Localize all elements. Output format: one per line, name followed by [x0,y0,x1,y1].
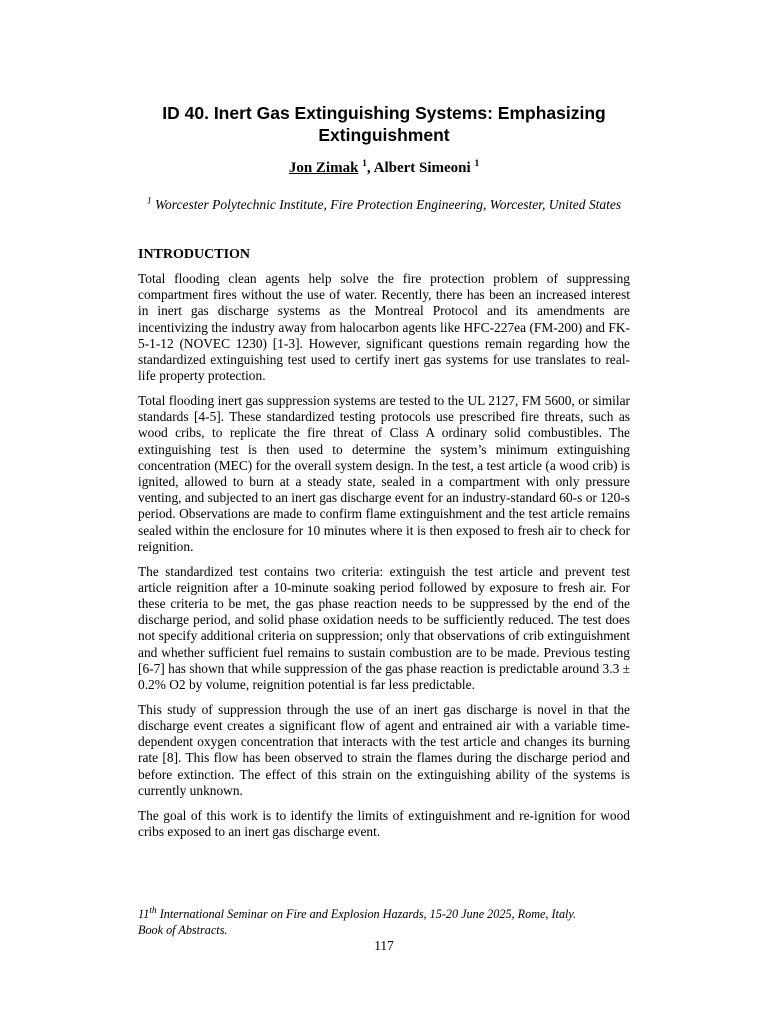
footer-ordinal-suffix: th [149,905,157,916]
footer-ordinal-number: 11 [138,907,150,921]
paragraph: Total flooding inert gas suppression systems are tested to the UL 2127, FM 5600, or similar standards [4-5]. These standardized testing protocols use prescribed fire threats, such as wood cribs, to replicate the fire threat of Class A ordinary solid combustibles. The extinguishing test is then used to determine the system’s minimum extinguishing concentration (MEC) for the overall system design. In the test, a test article (a wood crib) is ignited, allowed to burn at a steady state, sealed in a compartment with only pressure venting, and subjected to an inert gas discharge event for an industry-standard 60-s or 120-s period. Observations are made to confirm flame extinguishment and the test article remains sealed within the enclosure for 10 minutes where it is then exposed to fresh air to check for reignition. [138,393,630,554]
affiliation [138,196,630,213]
conference-footer [138,907,638,938]
author-separator: , [366,160,374,176]
author-line [138,158,630,178]
affiliation-text: Worcester Polytechnic Institute, Fire Protection Engineering, Worcester, United States [151,197,622,212]
paper-title: ID 40. Inert Gas Extinguishing Systems: Emphasizing Extinguishment [162,103,606,145]
author-name-secondary: Albert Simeoni [373,160,471,176]
body-text [138,271,630,849]
paragraph: Total flooding clean agents help solve the fire protection problem of suppressing compartment fires without the use of water. Recently, there has been an increased interest in inert gas discharge systems as the Montreal Protocol and its amendments are incentivizing the industry away from halocarbon agents like HFC-227ea (FM-200) and FK-5-1-12 (NOVEC 1230) [1-3]. However, significant questions remain regarding how the standardized extinguishing test used to certify inert gas systems for use translates to real-life property protection. [138,271,630,384]
paragraph: The goal of this work is to identify the limits of extinguishment and re-ignition for wood cribs exposed to an inert gas discharge event. [138,807,630,839]
paragraph: The standardized test contains two criteria: extinguish the test article and prevent test article reignition after a 10-minute soaking period followed by exposure to fresh air. For these criteria to be met, the gas phase reaction needs to be suppressed by the end of the discharge period, and solid phase oxidation needs to be sufficiently reduced. The test does not specify additional criteria on suppression; only that observations of crib extinguishment and whether sufficient fuel remains to sustain combustion are to be made. Previous testing [6-7] has shown that while suppression of the gas phase reaction is predictable around 3.3 ± 0.2% O2 by volume, reignition potential is far less predictable. [138,563,630,693]
author-affiliation-marker: 1 [362,159,367,169]
page-number: 117 [374,938,394,953]
author-name-primary: Jon Zimak [288,160,359,176]
paragraph: This study of suppression through the use of an inert gas discharge is novel in that the discharge event creates a significant flow of agent and entrained air with a variable time-dependent oxygen concentration that interacts with the test article and changes its burning rate [8]. This flow has been observed to strain the flames during the discharge period and before extinction. The effect of this strain on the extinguishing ability of the systems is currently unknown. [138,701,630,798]
footer-text: International Seminar on Fire and Explosion Hazards, 15-20 June 2025, Rome, Italy. [156,907,577,921]
footer-text: Book of Abstracts. [138,922,228,937]
section-heading: INTRODUCTION [138,247,251,262]
affiliation-marker: 1 [146,196,152,207]
author-affiliation-marker: 1 [474,159,480,169]
